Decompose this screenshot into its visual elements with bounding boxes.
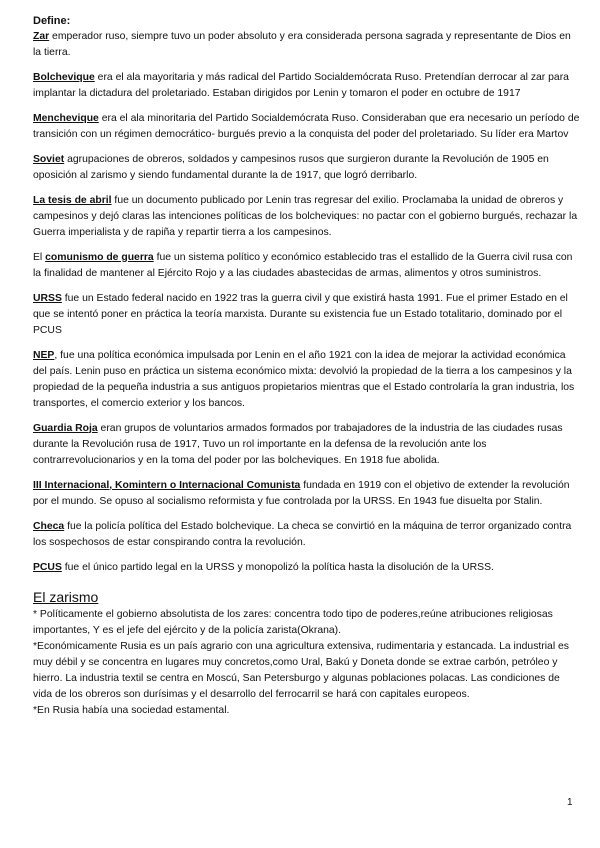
term-tesis-de-abril: La tesis de abril <box>33 194 112 206</box>
definition-iii-internacional: III Internacional, Komintern o Internacional Comunista fundada en 1919 con el objetivo de extender la revolución por el mundo. Se opuso al socialismo reformista y fue controlada por la URSS. En 1943 fue disuelta por Stalin. <box>33 479 570 507</box>
definition-checa: Checa fue la policía política del Estado bolchevique. La checa se convirtió en la máquina de terror organizado contra los sospechosos de estar conspirando contra la revolución. <box>33 520 572 548</box>
definition-pcus: PCUS fue el único partido legal en la URSS y monopolizó la política hasta la disolución de la URSS. <box>33 561 494 573</box>
term-menchevique: Menchevique <box>33 112 99 124</box>
term-soviet: Soviet <box>33 153 65 165</box>
definition-guardia-roja: Guardia Roja eran grupos de voluntarios armados formados por trabajadores de la industria de las ciudades rusas durante la Revolución rusa de 1917, Tuvo un rol importante en la defensa de la revolución ante los contrarrevolucionarios y en la toma del poder por las bolcheviques. En 1918 fue abolida. <box>33 422 563 466</box>
definition-nep: NEP, fue una política económica impulsada por Lenin en el año 1921 con la idea de mejorar la actividad económica del país. Lenin puso en práctica un sistema económico mixta: devolvió la propiedad de la tierra a los campesinos y la propiedad de la pequeña industria a sus antiguos propietarios mientras que el Estado controlaría la gran industria, los transportes, el comercio exterior y los bancos. <box>33 349 575 409</box>
definition-comunismo-de-guerra: El comunismo de guerra fue un sistema político y económico establecido tras el estallido de la Guerra civil rusa con la finalidad de mantener al Ejército Rojo y a las ciudades abastecidas de armas, alimentos y otros suministros. <box>33 251 573 279</box>
section-title: El zarismo <box>33 588 99 605</box>
bullet-politica: * Políticamente el gobierno absolutista de los zares: concentra todo tipo de poderes,reúne atribuciones religiosas importantes, Y es el jefe del ejército y de la policía zarista(Okrana). <box>33 608 553 636</box>
term-iii-internacional: III Internacional, Komintern o Internacional Comunista <box>33 479 301 491</box>
definitions-list <box>33 29 581 576</box>
section-el-zarismo <box>33 588 581 719</box>
bullet-economia: *Económicamente Rusia es un país agrario con una agricultura extensiva, rudimentaria y estancada. La industrial es muy débil y se concentra en lugares muy concretos,como Ural, Bakú y Doneta donde se extrae carbón, petróleo y hierro. La industria textil se centra en Moscú, San Petersburgo y algunas poblaciones polacas. Las condiciones de vida de los obreros son durísimas y el desarrollo del ferrocarril se hará con capitales europeos. <box>33 640 569 700</box>
bullet-sociedad: *En Rusia había una sociedad estamental. <box>33 704 230 716</box>
definition-tesis-de-abril: La tesis de abril fue un documento publicado por Lenin tras regresar del exilio. Proclamaba la unidad de obreros y campesinos y dejó claras las intenciones políticas de los bolcheviques: no pactar con el gobierno burgués, rechazar la Guerra imperialista y de rapiña y repartir tierra a los campesinos. <box>33 194 578 238</box>
definition-urss: URSS fue un Estado federal nacido en 1922 tras la guerra civil y que existirá hasta 1991. Fue el primer Estado en el que se intentó poner en práctica la teoría marxista. Durante su existencia fue un Estado totalitario, dominado por el PCUS <box>33 292 568 336</box>
term-urss: URSS <box>33 292 62 304</box>
term-comunismo-de-guerra: comunismo de guerra <box>45 251 154 263</box>
term-pcus: PCUS <box>33 561 62 573</box>
term-nep: NEP <box>33 349 55 361</box>
term-guardia-roja: Guardia Roja <box>33 422 98 434</box>
definition-soviet: Soviet agrupaciones de obreros, soldados y campesinos rusos que surgieron durante la Revolución de 1905 en oposición al zarismo y siendo fundamental durante la de 1917, que logró derribarlo. <box>33 153 549 181</box>
term-checa: Checa <box>33 520 65 532</box>
term-bolchevique: Bolchevique <box>33 71 95 83</box>
page-number: 1 <box>567 797 573 808</box>
term-zar: Zar <box>33 30 50 42</box>
definition-bolchevique: Bolchevique era el ala mayoritaria y más radical del Partido Socialdemócrata Ruso. Pretendían derrocar al zar para implantar la dictadura del proletariado. Estaban dirigidos por Lenin y tomaron el poder en octubre de 1917 <box>33 71 569 99</box>
definition-zar: Zar emperador ruso, siempre tuvo un poder absoluto y era considerada persona sagrada y representante de Dios en la tierra. <box>33 30 571 58</box>
document-page <box>33 14 581 719</box>
definition-menchevique: Menchevique era el ala minoritaria del Partido Socialdemócrata Ruso. Consideraban que era necesario un período de transición con un régimen democrático- burgués previo a la conquista del poder del proletariado. Su líder era Martov <box>33 112 580 140</box>
page-heading: Define: <box>33 15 71 27</box>
